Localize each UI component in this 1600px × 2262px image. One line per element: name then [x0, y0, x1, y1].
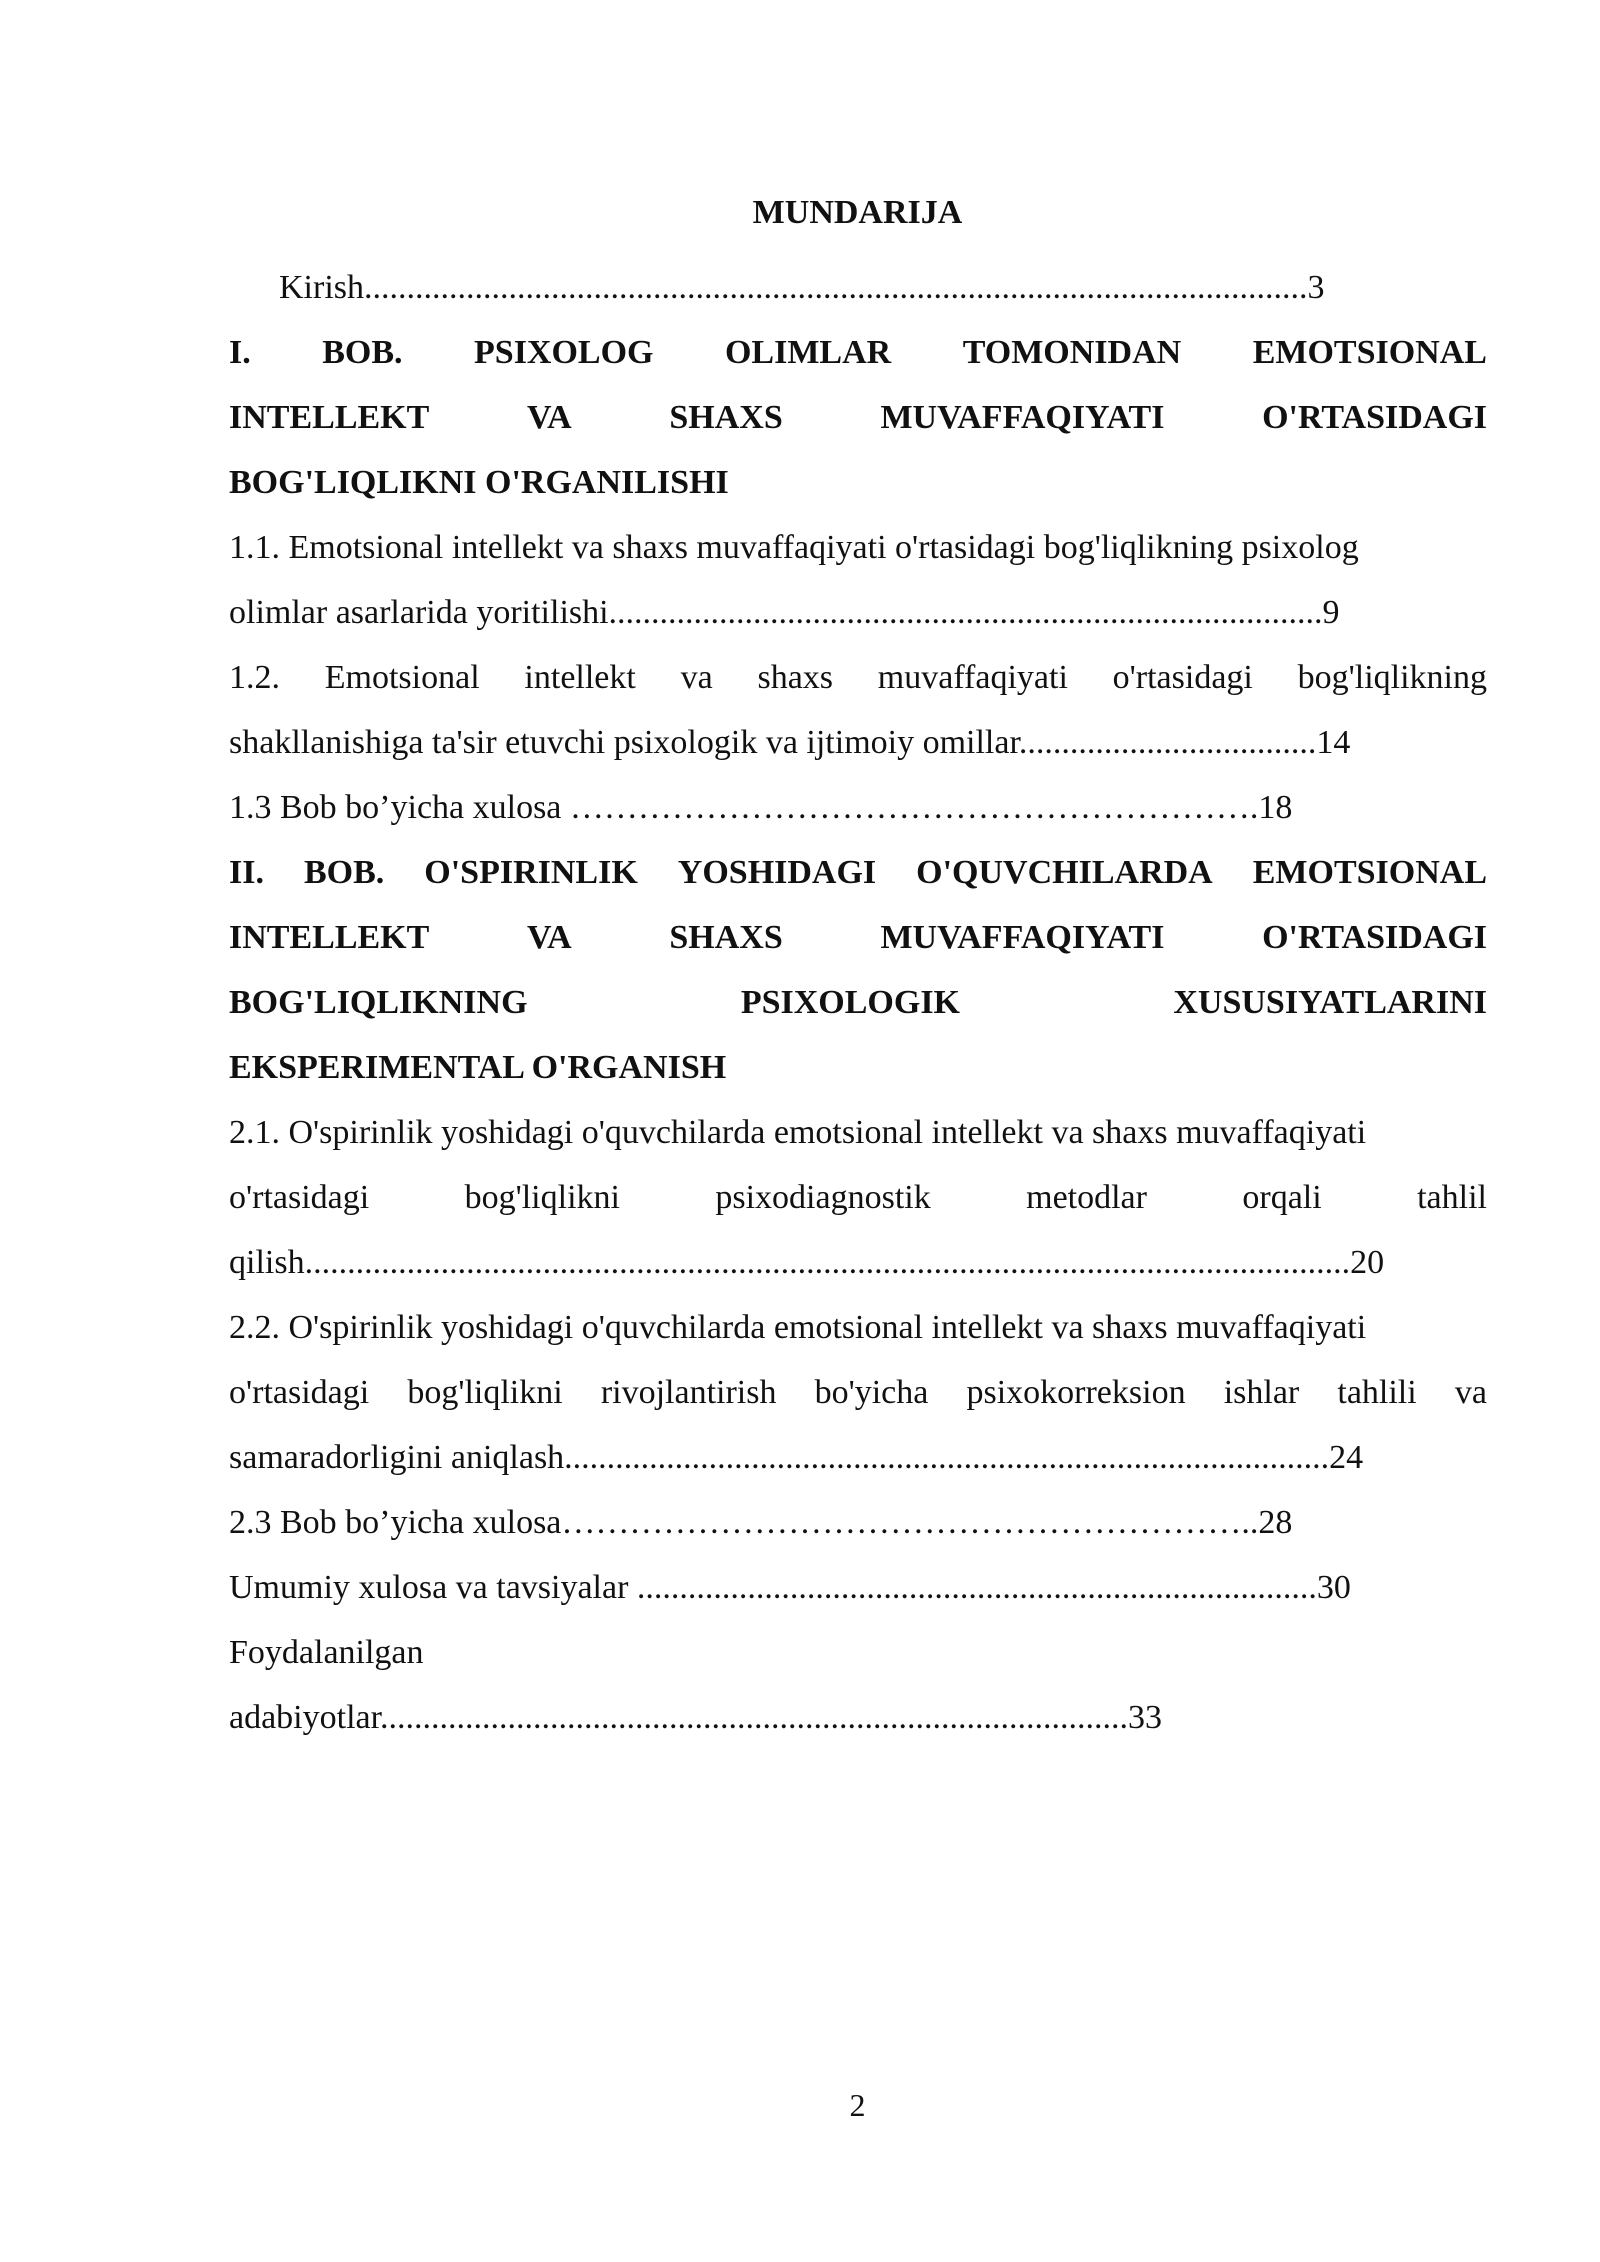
toc-word: OLIMLAR: [724, 334, 892, 371]
toc-section-1-1-line-2: olimlar asarlarida yoritilishi....................................................................................9: [229, 594, 1340, 631]
toc-word: O'RTASIDAGI: [1262, 399, 1487, 436]
toc-word: va: [680, 659, 713, 696]
toc-chapter-2-line-1: [229, 840, 1487, 905]
toc-section-2-1-line-1: 2.1. O'spirinlik yoshidagi o'quvchilarda emotsional intellekt va shaxs muvaffaqiyati: [229, 1114, 1367, 1151]
toc-word: EMOTSIONAL: [1252, 334, 1487, 371]
toc-section-1-1-line-1: 1.1. Emotsional intellekt va shaxs muvaffaqiyati o'rtasidagi bog'liqlikning psixolog: [229, 529, 1359, 566]
toc-word: o'rtasidagi: [229, 1374, 370, 1411]
toc-word: VA: [526, 919, 572, 956]
toc-chapter-2-line-3: [229, 970, 1487, 1035]
toc-word: PSIXOLOGIK: [740, 984, 961, 1021]
toc-word: PSIXOLOG: [474, 334, 654, 371]
toc-section-1-2-line-2: shakllanishiga ta'sir etuvchi psixologik va ijtimoiy omillar...................................14: [229, 724, 1351, 761]
toc-word: INTELLEKT: [229, 399, 430, 436]
toc-section-2-2-line-2: [229, 1360, 1487, 1425]
table-of-contents: [229, 255, 1487, 1750]
toc-conclusion: Umumiy xulosa va tavsiyalar ................................................................................30: [229, 1569, 1351, 1606]
toc-word: psixokorreksion: [966, 1374, 1186, 1411]
toc-word: INTELLEKT: [229, 919, 430, 956]
toc-word: BOG'LIQLIKNING: [229, 984, 528, 1021]
toc-word: II.: [229, 854, 264, 891]
toc-section-2-1-line-2: [229, 1165, 1487, 1230]
toc-word: bog'liqlikning: [1297, 659, 1487, 696]
toc-word: shaxs: [757, 659, 834, 696]
toc-word: XUSUSIYATLARINI: [1173, 984, 1487, 1021]
toc-word: YOSHIDAGI: [677, 854, 877, 891]
toc-word: o'rtasidagi: [1112, 659, 1253, 696]
toc-word: Emotsional: [324, 659, 480, 696]
toc-section-1-3: 1.3 Bob bo’yicha xulosa …………………………………………………….18: [229, 789, 1293, 826]
toc-word: intellekt: [524, 659, 636, 696]
toc-word: tahlil: [1417, 1179, 1487, 1216]
toc-section-1-2-line-1: [229, 645, 1487, 710]
toc-chapter-2-line-2: [229, 905, 1487, 970]
toc-word: va: [1454, 1374, 1487, 1411]
toc-word: rivojlantirish: [600, 1374, 777, 1411]
toc-chapter-2-line-4: EKSPERIMENTAL O'RGANISH: [229, 1049, 727, 1086]
toc-word: bog'liqlikni: [464, 1179, 620, 1216]
toc-word: I.: [229, 334, 251, 371]
toc-word: bo'yicha: [814, 1374, 929, 1411]
toc-word: metodlar: [1026, 1179, 1147, 1216]
toc-word: TOMONIDAN: [962, 334, 1182, 371]
toc-entry-kirish: Kirish...............................................................................................................3: [279, 269, 1325, 306]
toc-word: VA: [526, 399, 572, 436]
toc-section-2-3: 2.3 Bob bo’yicha xulosa……………………………………………………..28: [229, 1504, 1293, 1541]
toc-word: o'rtasidagi: [229, 1179, 370, 1216]
toc-chapter-1-line-1: [229, 320, 1487, 385]
toc-word: MUVAFFAQIYATI: [880, 399, 1165, 436]
toc-word: tahlili: [1337, 1374, 1417, 1411]
toc-chapter-1-line-3: BOG'LIQLIKNI O'RGANILISHI: [229, 464, 729, 501]
toc-word: 1.2.: [229, 659, 280, 696]
toc-section-2-2-line-3: samaradorligini aniqlash..........................................................................................24: [229, 1439, 1364, 1476]
toc-word: MUVAFFAQIYATI: [880, 919, 1165, 956]
toc-word: O'QUVCHILARDA: [916, 854, 1213, 891]
toc-word: BOB.: [322, 334, 403, 371]
page-number: 2: [849, 2087, 866, 2123]
toc-word: SHAXS: [669, 399, 783, 436]
toc-section-2-2-line-1: 2.2. O'spirinlik yoshidagi o'quvchilarda emotsional intellekt va shaxs muvaffaqiyati: [229, 1309, 1367, 1346]
toc-word: bog'liqlikni: [407, 1374, 563, 1411]
toc-section-2-1-line-3: qilish...........................................................................................................................20: [229, 1244, 1385, 1281]
toc-word: O'SPIRINLIK: [424, 854, 638, 891]
page-title: MUNDARIJA: [752, 194, 963, 231]
toc-word: orqali: [1242, 1179, 1322, 1216]
toc-bibliography-line-1: Foydalanilgan: [229, 1634, 424, 1671]
toc-word: O'RTASIDAGI: [1262, 919, 1487, 956]
toc-word: ishlar: [1223, 1374, 1300, 1411]
toc-word: SHAXS: [669, 919, 783, 956]
toc-word: EMOTSIONAL: [1252, 854, 1487, 891]
toc-word: muvaffaqiyati: [877, 659, 1068, 696]
toc-word: BOB.: [303, 854, 385, 891]
toc-chapter-1-line-2: [229, 385, 1487, 450]
toc-bibliography-line-2: adabiyotlar........................................................................................33: [229, 1699, 1163, 1736]
toc-word: psixodiagnostik: [715, 1179, 931, 1216]
